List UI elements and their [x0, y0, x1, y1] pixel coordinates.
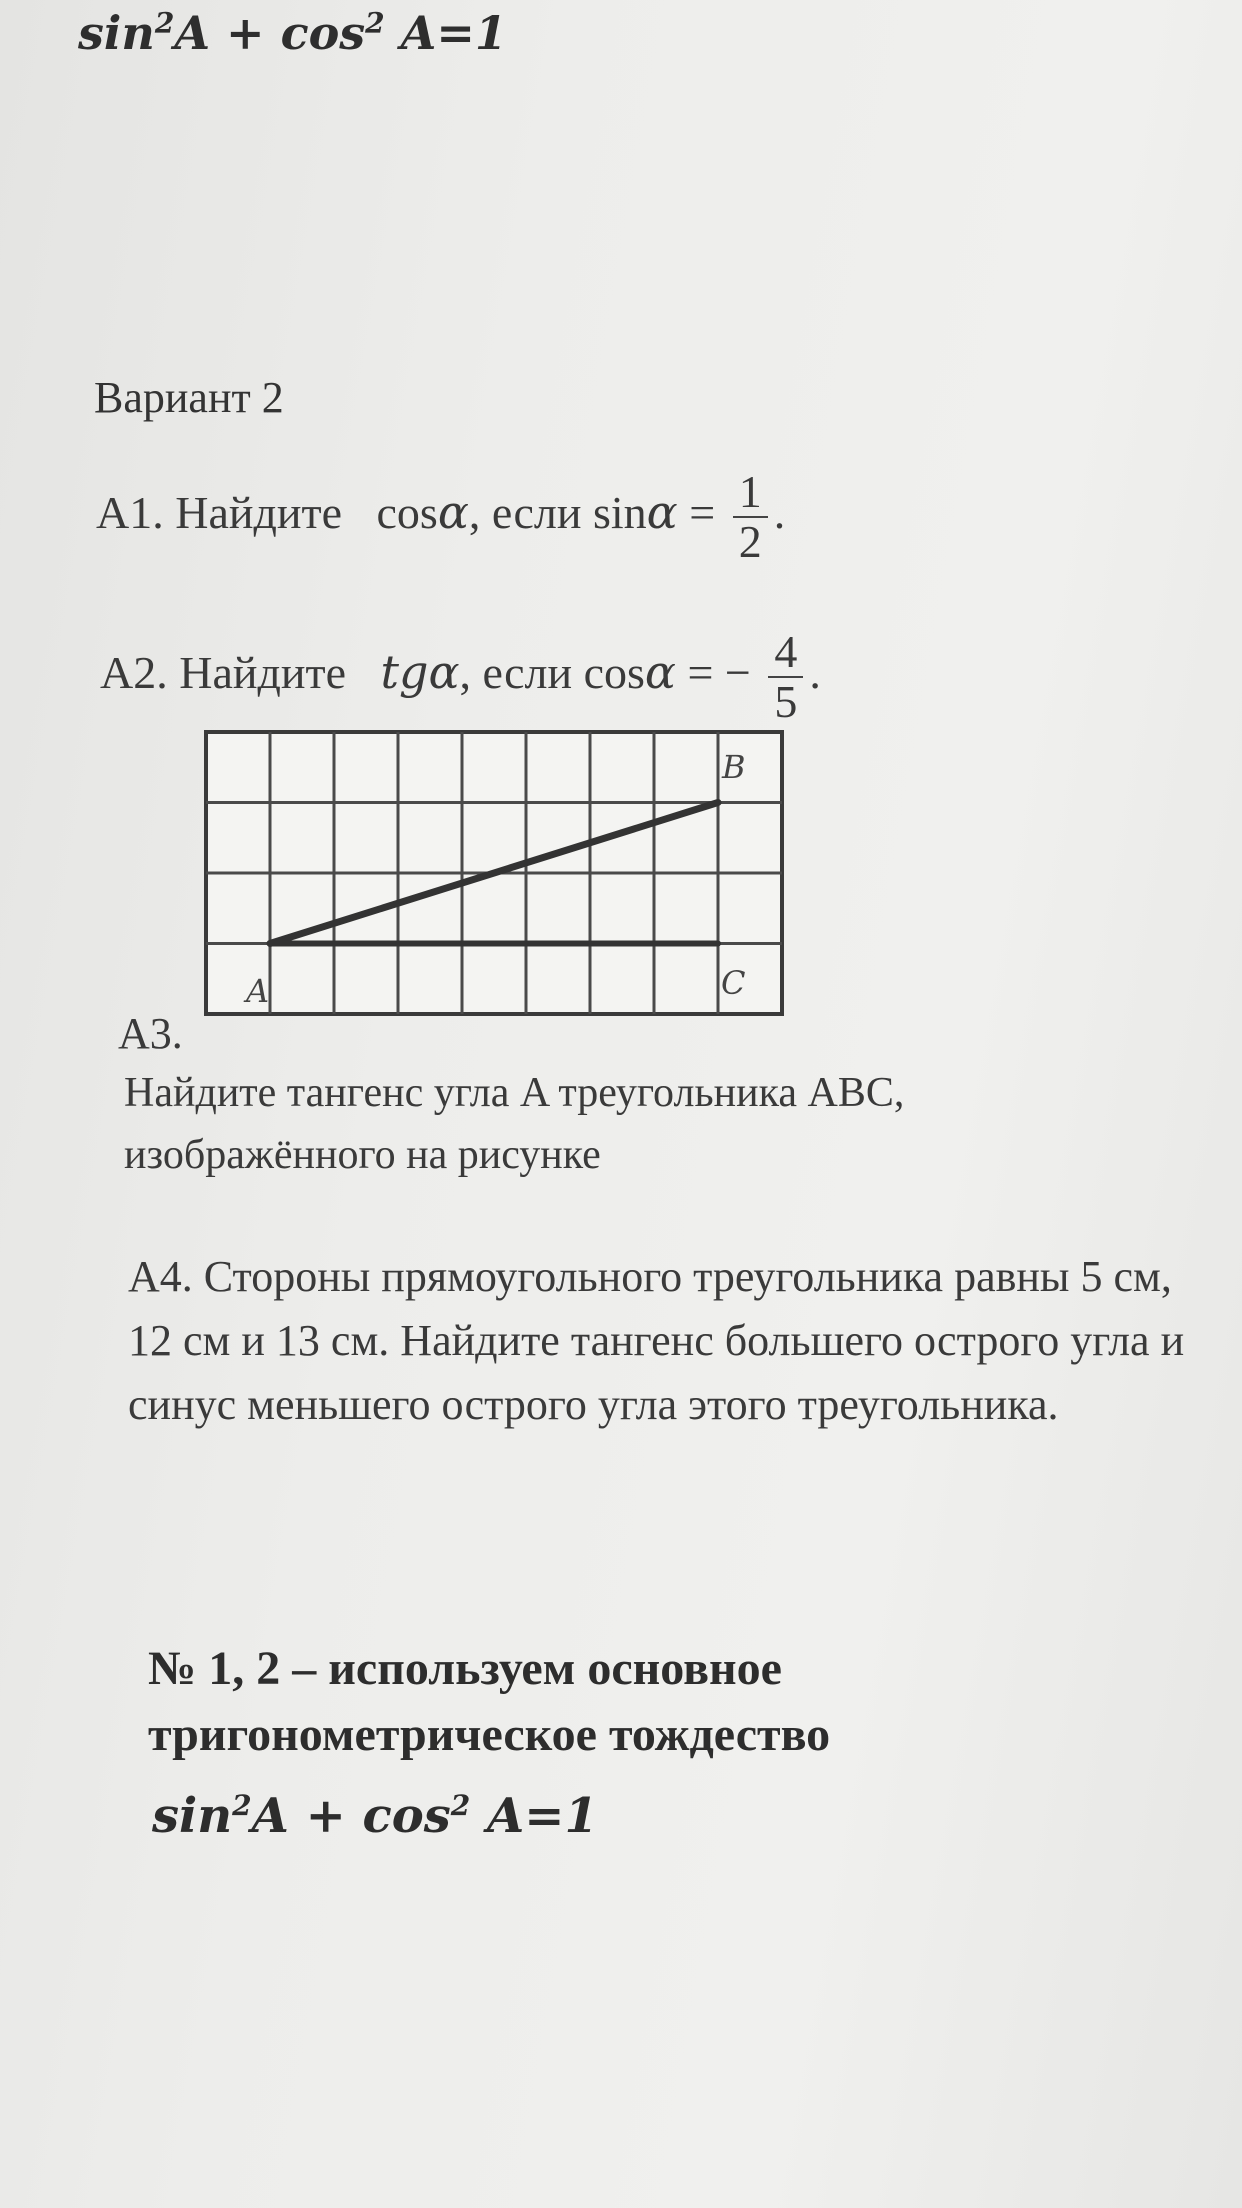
fraction-denominator: 5	[774, 676, 798, 728]
fraction-numerator: 4	[768, 628, 803, 678]
formula-rest: A=1	[384, 6, 507, 60]
var-alpha: α	[428, 644, 460, 699]
fraction	[768, 628, 803, 727]
func-name: tg	[380, 644, 429, 699]
hint-text: № 1, 2 – используем основное тригонометрическое тождество	[148, 1642, 831, 1761]
fraction-denominator: 2	[738, 516, 762, 568]
formula-exp: 2	[154, 6, 175, 40]
formula-mid: A + cos	[251, 1788, 451, 1844]
task-a3-label: A3.	[118, 1009, 183, 1058]
formula-exp: 2	[450, 1789, 471, 1822]
fraction	[733, 468, 768, 567]
task-a1	[96, 468, 785, 567]
formula-sin: sin	[78, 6, 155, 60]
task-a3-text: Найдите тангенс угла A треугольника ABC, изображённого на рисунке	[124, 1070, 905, 1178]
equals-sign: = −	[675, 646, 751, 698]
triangle-grid-figure	[198, 722, 798, 1022]
task-a4-text: A4. Стороны прямоугольного треугольника равны 5 см, 12 см и 13 см. Найдите тангенс большего острого угла и синус меньшего острого угла этого треугольника.	[128, 1252, 1185, 1429]
var-alpha: α	[437, 484, 469, 539]
variant-heading: Вариант 2	[94, 373, 284, 422]
vertex-label-a: A	[246, 972, 270, 1010]
period: .	[809, 646, 821, 698]
formula-exp: 2	[232, 1789, 252, 1822]
period: .	[773, 486, 786, 538]
task-a1-mid: , если sin	[468, 486, 647, 538]
task-a2-prefix: A2. Найдите	[100, 646, 347, 698]
var-alpha: α	[644, 644, 676, 699]
task-a1-prefix: A1. Найдите	[96, 486, 343, 538]
fraction-numerator: 1	[733, 468, 768, 518]
equals-sign: =	[677, 486, 727, 538]
vertex-label-b: B	[722, 748, 746, 786]
vertex-label-c: C	[721, 964, 746, 1002]
formula-exp: 2	[365, 6, 385, 40]
formula-sin: sin	[152, 1788, 233, 1844]
var-alpha: α	[646, 484, 678, 539]
task-a2	[100, 628, 821, 727]
task-a2-mid: , если cos	[459, 646, 645, 698]
formula-mid: A + cos	[174, 6, 366, 60]
formula-rest: A=1	[470, 1788, 598, 1844]
hint-identity-formula	[152, 1788, 598, 1844]
func-name: cos	[376, 486, 438, 538]
top-identity-formula	[78, 6, 507, 60]
